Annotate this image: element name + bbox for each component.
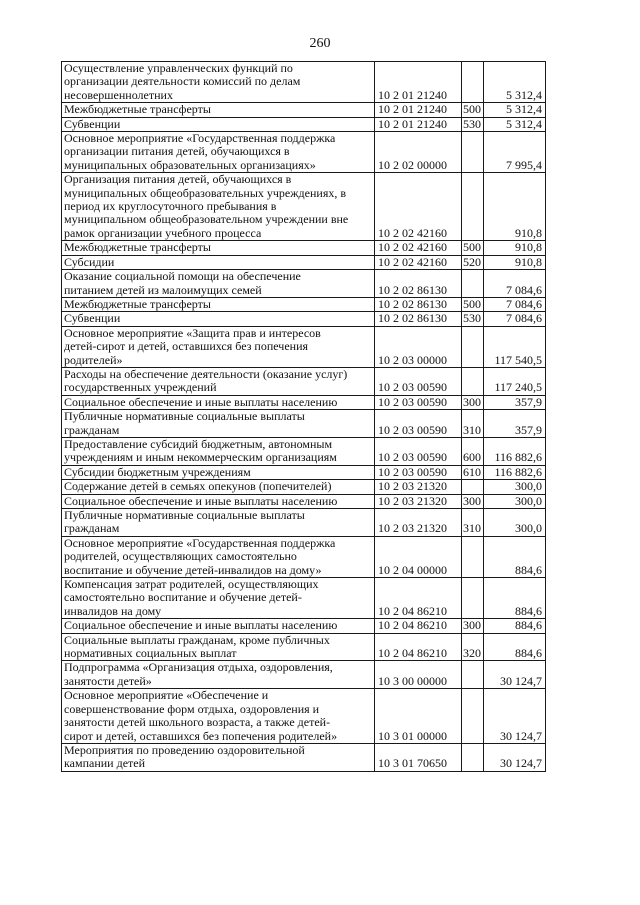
- expense-type-cell: 530: [462, 117, 484, 131]
- expense-name-cell: [62, 465, 375, 479]
- amount-cell: 30 124,7: [484, 689, 546, 744]
- expense-name-line: занятости детей школьного возраста, а также детей-: [64, 715, 331, 730]
- expense-name-line: Социальное обеспечение и иные выплаты населению: [64, 494, 338, 508]
- table-row: [62, 312, 546, 326]
- table-row: [62, 255, 546, 269]
- expense-name-cell: [62, 661, 375, 689]
- amount-cell: 117 540,5: [484, 326, 546, 367]
- expense-name-line: кампании детей: [64, 756, 146, 771]
- expense-type-cell: [462, 578, 484, 619]
- target-code-cell: 10 2 03 00590: [375, 410, 462, 438]
- target-code-cell: 10 2 03 21320: [375, 494, 462, 508]
- expense-name-line: несовершеннолетних: [64, 87, 173, 102]
- table-row: [62, 536, 546, 577]
- expense-name-cell: [62, 578, 375, 619]
- amount-cell: 884,6: [484, 578, 546, 619]
- expense-name-cell: [62, 395, 375, 409]
- expense-name-line: Социальное обеспечение и иные выплаты населению: [64, 618, 338, 633]
- amount-cell: 5 312,4: [484, 117, 546, 131]
- table-row: [62, 117, 546, 131]
- target-code-cell: 10 2 02 42160: [375, 255, 462, 269]
- amount-cell: 910,8: [484, 173, 546, 241]
- amount-cell: 117 240,5: [484, 367, 546, 395]
- expense-type-cell: [462, 689, 484, 744]
- expense-type-cell: 610: [462, 465, 484, 479]
- table-row: [62, 619, 546, 633]
- expense-name-line: рамок организации учебного процесса: [64, 225, 262, 240]
- target-code-cell: 10 2 02 00000: [375, 132, 462, 173]
- amount-cell: 884,6: [484, 536, 546, 577]
- expense-type-cell: 300: [462, 619, 484, 633]
- expense-name-line: Социальное обеспечение и иные выплаты населению: [64, 395, 338, 409]
- expense-name-line: Социальные выплаты гражданам, кроме публичных: [64, 633, 330, 647]
- expense-name-cell: [62, 62, 375, 103]
- table-row: [62, 509, 546, 537]
- expense-name-cell: [62, 297, 375, 311]
- target-code-cell: 10 2 02 42160: [375, 173, 462, 241]
- expense-name-cell: [62, 103, 375, 117]
- table-row: [62, 633, 546, 661]
- amount-cell: 357,9: [484, 395, 546, 409]
- expense-type-cell: [462, 743, 484, 771]
- expense-type-cell: 520: [462, 255, 484, 269]
- expense-name-cell: [62, 437, 375, 465]
- table-row: [62, 494, 546, 508]
- target-code-cell: 10 2 03 00000: [375, 326, 462, 367]
- table-row: [62, 173, 546, 241]
- expense-name-line: Основное мероприятие «Защита прав и интересов: [64, 326, 321, 340]
- amount-cell: 116 882,6: [484, 437, 546, 465]
- expense-name-line: Расходы на обеспечение деятельности (оказание услуг): [64, 367, 348, 381]
- table-row: [62, 395, 546, 409]
- expense-name-cell: [62, 270, 375, 298]
- expense-type-cell: 310: [462, 509, 484, 537]
- expense-name-cell: [62, 743, 375, 771]
- expense-name-line: организации деятельности комиссий по делам: [64, 74, 301, 89]
- expense-name-line: Межбюджетные трансферты: [64, 297, 211, 311]
- expense-name-line: организации питания детей, обучающихся в: [64, 144, 290, 159]
- expense-name-line: родителей, осуществляющих самостоятельно: [64, 549, 297, 564]
- expense-type-cell: 600: [462, 437, 484, 465]
- expense-name-line: муниципальном общеобразовательном учреждении вне: [64, 212, 349, 227]
- expense-name-line: Осуществление управленческих функций по: [64, 61, 293, 75]
- table-row: [62, 103, 546, 117]
- expense-name-line: воспитание и обучение детей-инвалидов на дому»: [64, 562, 322, 577]
- target-code-cell: 10 2 03 00590: [375, 465, 462, 479]
- amount-cell: 7 084,6: [484, 312, 546, 326]
- table-row: [62, 661, 546, 689]
- amount-cell: 884,6: [484, 633, 546, 661]
- amount-cell: 7 084,6: [484, 297, 546, 311]
- expense-name-line: государственных учреждений: [64, 380, 217, 395]
- amount-cell: 7 084,6: [484, 270, 546, 298]
- expense-name-line: питанием детей из малоимущих семей: [64, 282, 262, 297]
- expense-type-cell: [462, 173, 484, 241]
- expense-name-cell: [62, 509, 375, 537]
- expense-name-line: совершенствование форм отдыха, оздоровления и: [64, 701, 320, 716]
- table-row: [62, 297, 546, 311]
- expense-name-cell: [62, 689, 375, 744]
- table-row: [62, 132, 546, 173]
- expense-name-cell: [62, 480, 375, 494]
- expense-name-cell: [62, 494, 375, 508]
- expense-name-line: родителей»: [64, 352, 123, 367]
- target-code-cell: 10 2 01 21240: [375, 117, 462, 131]
- expense-name-cell: [62, 312, 375, 326]
- expense-name-line: Публичные нормативные социальные выплаты: [64, 508, 305, 522]
- expense-type-cell: 500: [462, 297, 484, 311]
- amount-cell: 30 124,7: [484, 743, 546, 771]
- target-code-cell: 10 3 01 00000: [375, 689, 462, 744]
- target-code-cell: 10 2 03 00590: [375, 437, 462, 465]
- expense-name-line: Подпрограмма «Организация отдыха, оздоровления,: [64, 660, 333, 675]
- table-row: [62, 62, 546, 103]
- expense-type-cell: [462, 661, 484, 689]
- expense-type-cell: [462, 536, 484, 577]
- target-code-cell: 10 2 02 86130: [375, 312, 462, 326]
- table-row: [62, 270, 546, 298]
- expense-name-line: нормативных социальных выплат: [64, 646, 237, 661]
- expense-type-cell: [462, 270, 484, 298]
- table-row: [62, 465, 546, 479]
- expense-name-line: Предоставление субсидий бюджетным, автономным: [64, 437, 333, 451]
- amount-cell: 116 882,6: [484, 465, 546, 479]
- table-row: [62, 743, 546, 771]
- expense-type-cell: 320: [462, 633, 484, 661]
- target-code-cell: 10 2 02 86130: [375, 297, 462, 311]
- table-row: [62, 410, 546, 438]
- target-code-cell: 10 3 01 70650: [375, 743, 462, 771]
- target-code-cell: 10 2 04 86210: [375, 633, 462, 661]
- expense-name-cell: [62, 326, 375, 367]
- target-code-cell: 10 2 04 86210: [375, 619, 462, 633]
- target-code-cell: 10 2 02 42160: [375, 241, 462, 255]
- expense-type-cell: [462, 480, 484, 494]
- expense-name-line: инвалидов на дому: [64, 603, 162, 618]
- expense-name-cell: [62, 173, 375, 241]
- amount-cell: 910,8: [484, 241, 546, 255]
- target-code-cell: 10 2 03 00590: [375, 395, 462, 409]
- expense-name-line: Публичные нормативные социальные выплаты: [64, 409, 305, 424]
- amount-cell: 884,6: [484, 619, 546, 633]
- target-code-cell: 10 2 01 21240: [375, 103, 462, 117]
- expense-name-line: Межбюджетные трансферты: [64, 240, 211, 255]
- expense-name-cell: [62, 241, 375, 255]
- table-row: [62, 326, 546, 367]
- expense-name-line: Субвенции: [64, 311, 121, 326]
- amount-cell: 5 312,4: [484, 103, 546, 117]
- expense-name-cell: [62, 255, 375, 269]
- expense-name-line: Межбюджетные трансферты: [64, 102, 211, 117]
- expense-type-cell: 500: [462, 241, 484, 255]
- expense-name-line: занятости детей»: [64, 673, 152, 688]
- amount-cell: 300,0: [484, 480, 546, 494]
- expense-name-line: сирот и детей, оставшихся без попечения родителей»: [64, 728, 338, 743]
- expense-name-line: учреждениям и иным некоммерческим организациям: [64, 450, 337, 465]
- expense-name-cell: [62, 619, 375, 633]
- expense-type-cell: [462, 326, 484, 367]
- amount-cell: 7 995,4: [484, 132, 546, 173]
- target-code-cell: 10 2 04 86210: [375, 578, 462, 619]
- amount-cell: 5 312,4: [484, 62, 546, 103]
- amount-cell: 300,0: [484, 509, 546, 537]
- table-row: [62, 241, 546, 255]
- expense-type-cell: [462, 132, 484, 173]
- expense-type-cell: 300: [462, 395, 484, 409]
- amount-cell: 30 124,7: [484, 661, 546, 689]
- expense-type-cell: [462, 367, 484, 395]
- expense-name-line: муниципальных образовательных организациях»: [64, 157, 316, 172]
- expense-name-cell: [62, 132, 375, 173]
- target-code-cell: 10 2 03 21320: [375, 509, 462, 537]
- expense-name-line: Оказание социальной помощи на обеспечение: [64, 269, 301, 284]
- target-code-cell: 10 2 03 00590: [375, 367, 462, 395]
- expense-name-line: Содержание детей в семьях опекунов (попечителей): [64, 479, 332, 494]
- expense-name-line: Основное мероприятие «Государственная поддержка: [64, 536, 336, 550]
- expense-name-line: Субсидии бюджетным учреждениям: [64, 465, 251, 479]
- table-row: [62, 437, 546, 465]
- expense-name-line: муниципальных общеобразовательных учреждениях, в: [64, 185, 347, 200]
- table-row: [62, 578, 546, 619]
- budget-table: [61, 61, 546, 772]
- expense-name-cell: [62, 633, 375, 661]
- expense-name-line: гражданам: [64, 521, 120, 536]
- expense-name-line: Компенсация затрат родителей, осуществляющих: [64, 577, 319, 592]
- expense-name-cell: [62, 410, 375, 438]
- target-code-cell: 10 2 01 21240: [375, 62, 462, 103]
- expense-type-cell: 310: [462, 410, 484, 438]
- target-code-cell: 10 3 00 00000: [375, 661, 462, 689]
- expense-name-line: Основное мероприятие «Государственная поддержка: [64, 131, 336, 146]
- expense-type-cell: 300: [462, 494, 484, 508]
- expense-name-line: Основное мероприятие «Обеспечение и: [64, 688, 269, 703]
- amount-cell: 910,8: [484, 255, 546, 269]
- page-number: 260: [309, 36, 331, 51]
- table-row: [62, 480, 546, 494]
- expense-name-line: самостоятельно воспитание и обучение детей-: [64, 590, 302, 605]
- target-code-cell: 10 2 03 21320: [375, 480, 462, 494]
- table-row: [62, 689, 546, 744]
- expense-type-cell: [462, 62, 484, 103]
- amount-cell: 357,9: [484, 410, 546, 438]
- target-code-cell: 10 2 02 86130: [375, 270, 462, 298]
- expense-type-cell: 500: [462, 103, 484, 117]
- expense-name-line: Мероприятия по проведению оздоровительной: [64, 743, 305, 757]
- expense-name-line: Субвенции: [64, 117, 121, 131]
- expense-name-line: Организация питания детей, обучающихся в: [64, 172, 292, 187]
- target-code-cell: 10 2 04 00000: [375, 536, 462, 577]
- budget-table-body: [62, 62, 546, 772]
- expense-name-line: Субсидии: [64, 255, 115, 269]
- expense-name-line: детей-сирот и детей, оставшихся без попечения: [64, 339, 309, 354]
- expense-name-cell: [62, 536, 375, 577]
- expense-name-line: гражданам: [64, 422, 120, 437]
- table-row: [62, 367, 546, 395]
- amount-cell: 300,0: [484, 494, 546, 508]
- expense-name-cell: [62, 367, 375, 395]
- expense-name-cell: [62, 117, 375, 131]
- expense-name-line: период их круглосуточного пребывания в: [64, 199, 277, 214]
- expense-type-cell: 530: [462, 312, 484, 326]
